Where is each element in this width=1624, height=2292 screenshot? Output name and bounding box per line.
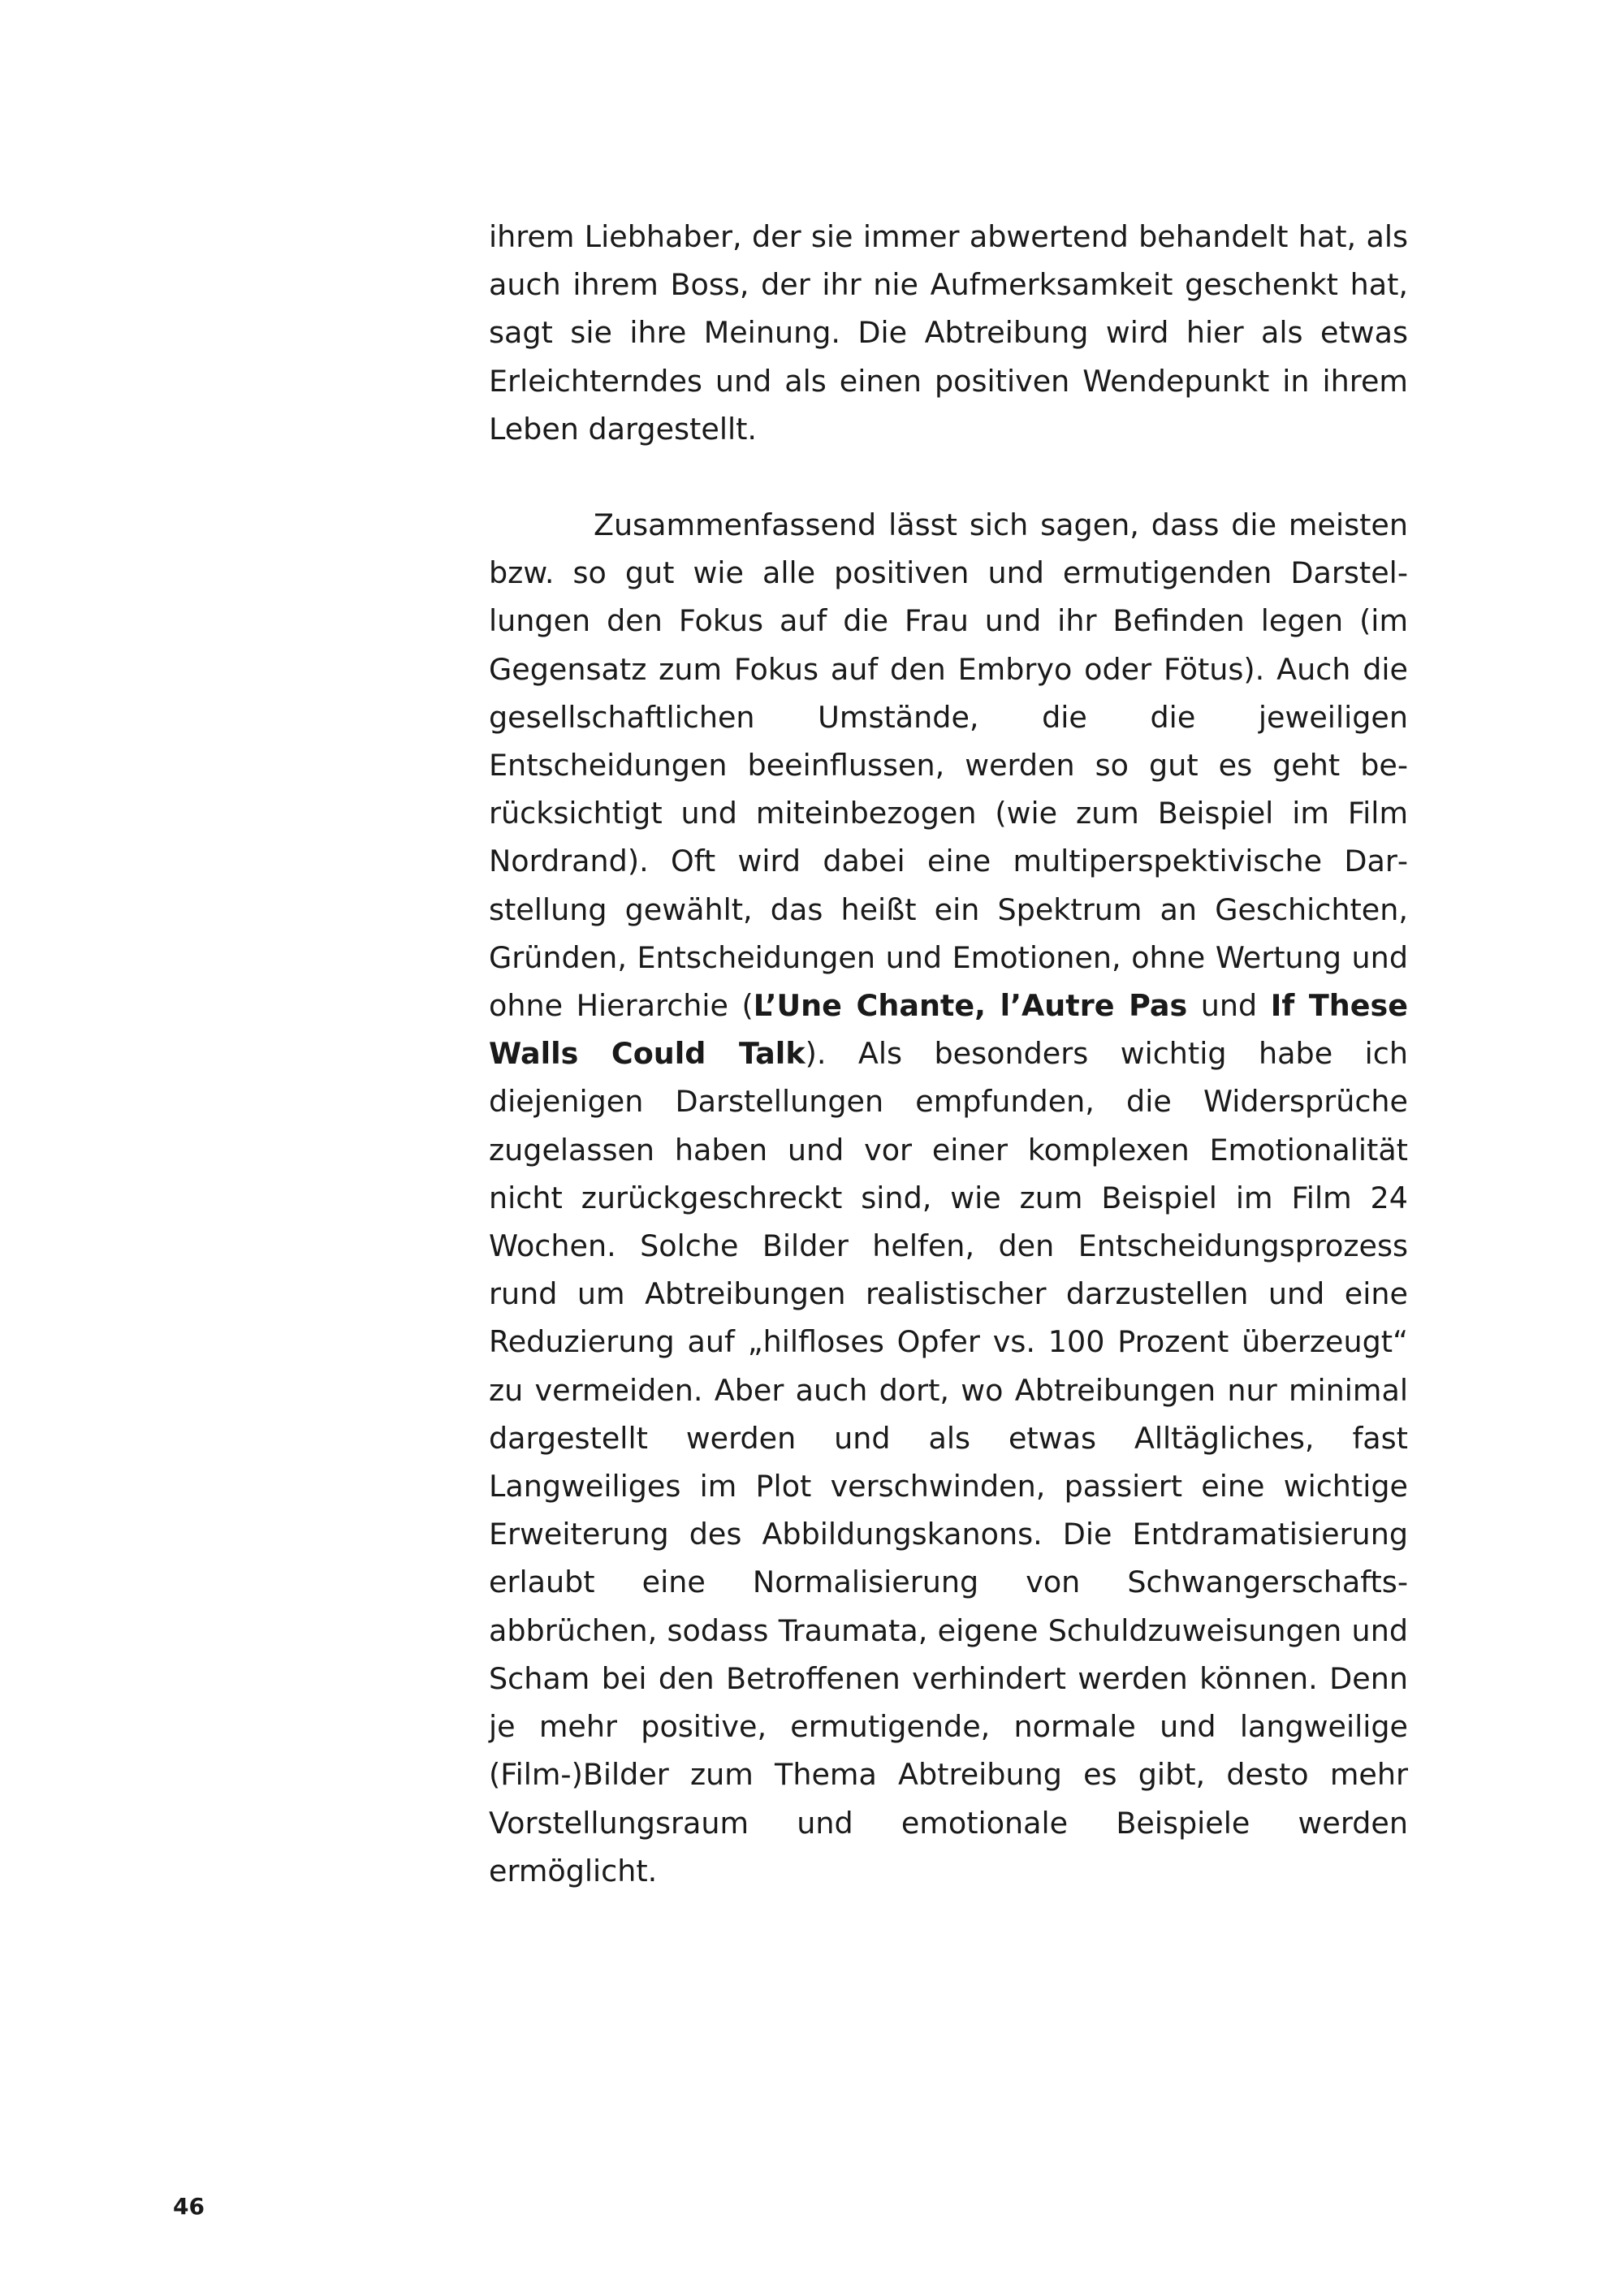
summary-text-part-2: und xyxy=(1187,988,1271,1024)
main-text-column xyxy=(489,213,1408,1895)
paragraph-summary xyxy=(489,501,1408,1895)
film-title-if-these-walls: If These Walls Could Talk xyxy=(489,988,1408,1072)
paragraph-intro: ihrem Liebhaber, der sie immer abwertend behandelt hat, als auch ihrem Boss, der ihr nie Aufmerksamkeit geschenkt hat, sagt sie ihre Meinung. Die Abtreibung wird hier als etwas Erleichterndes und als einen positiven Wendepunkt in ihrem Leben dargestellt. xyxy=(489,219,1408,447)
summary-text-part-1: Zusammenfassend lässt sich sagen, dass die meisten bzw. so gut wie alle positiven und ermutigenden Darstellungen den Fokus auf die Frau und ihr Befinden legen (im Gegensatz zum Fokus auf den Embryo oder Fötus). Auch die gesellschaftlichen Umstände, die die jeweiligen Entscheidungen beeinflussen, werden so gut es geht berücksichtigt und miteinbezogen (wie zum Beispiel im Film Nordrand). Oft wird dabei eine multiperspektivische Darstellung gewählt, das heißt ein Spektrum an Geschichten, Gründen, Entscheidungen und Emotionen, ohne Wertung und ohne Hierarchie ( xyxy=(489,507,1408,1024)
film-title-l-une-chante: L’Une Chante, l’Autre Pas xyxy=(753,988,1188,1024)
summary-text-part-3: ). Als besonders wichtig habe ich diejenigen Darstellungen empfunden, die Widersprüche zugelassen haben und vor einer komplexen Emotionalität nicht zurückgeschreckt sind, wie zum Beispiel im Film 24 Wochen. Solche Bilder helfen, den Entscheidungsprozess rund um Abtreibungen realistischer darzustellen und eine Reduzierung auf „hilfloses Opfer vs. 100 Prozent überzeugt“ zu vermeiden. Aber auch dort, wo Abtreibungen nur minimal dargestellt werden und als etwas Alltägliches, fast Langweiliges im Plot verschwinden, passiert eine wichtige Erweiterung des Abbildungskanons. Die Entdramatisierung erlaubt eine Normalisierung von Schwangerschaftsabbrüchen, sodass Traumata, eigene Schuldzuweisungen und Scham bei den Betroffenen verhindert werden können. Denn je mehr positive, ermutigende, normale und langweilige (Film-)Bilder zum Thema Abtreibung es gibt, desto mehr Vorstellungsraum und emotionale Beispiele werden ermöglicht. xyxy=(489,1036,1408,1888)
page-number: 46 xyxy=(173,2193,205,2220)
